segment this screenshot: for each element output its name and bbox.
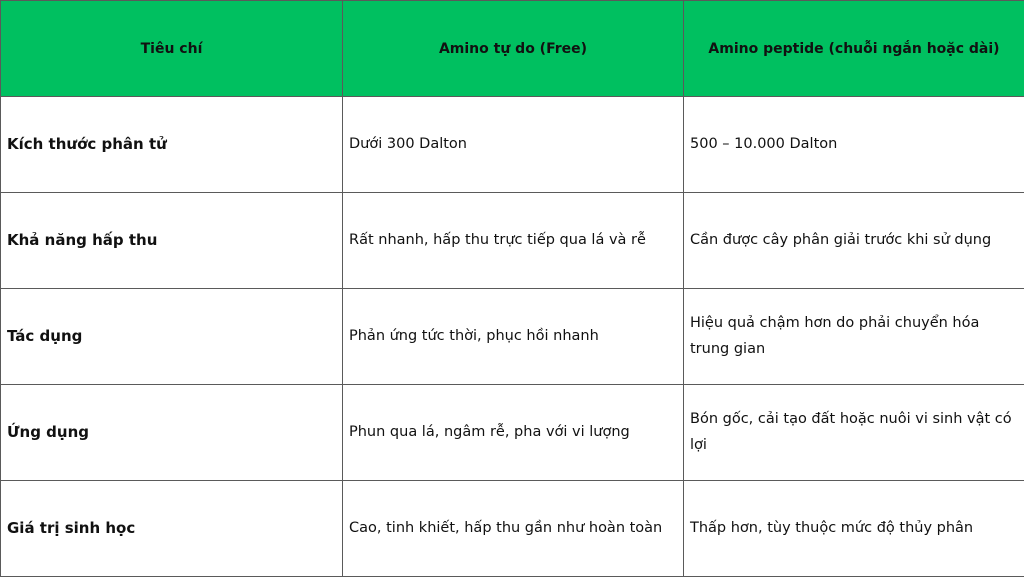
criterion-cell: Ứng dụng — [1, 385, 343, 481]
amino-peptide-cell: Bón gốc, cải tạo đất hoặc nuôi vi sinh vật có lợi — [684, 385, 1024, 481]
criterion-cell: Kích thước phân tử — [1, 97, 343, 193]
header-row — [1, 1, 1024, 97]
amino-peptide-cell: 500 – 10.000 Dalton — [684, 97, 1024, 193]
table-header — [1, 1, 1024, 97]
criterion-cell: Giá trị sinh học — [1, 481, 343, 577]
free-amino-cell: Cao, tinh khiết, hấp thu gần như hoàn toàn — [343, 481, 684, 577]
table-row — [1, 193, 1024, 289]
header-amino-peptide: Amino peptide (chuỗi ngắn hoặc dài) — [684, 1, 1024, 97]
table-row — [1, 97, 1024, 193]
free-amino-cell: Dưới 300 Dalton — [343, 97, 684, 193]
table-row — [1, 289, 1024, 385]
amino-peptide-cell: Thấp hơn, tùy thuộc mức độ thủy phân — [684, 481, 1024, 577]
header-free-amino: Amino tự do (Free) — [343, 1, 684, 97]
criterion-cell: Khả năng hấp thu — [1, 193, 343, 289]
criterion-cell: Tác dụng — [1, 289, 343, 385]
free-amino-cell: Phản ứng tức thời, phục hồi nhanh — [343, 289, 684, 385]
table-body — [1, 97, 1024, 577]
header-criterion: Tiêu chí — [1, 1, 343, 97]
amino-peptide-cell: Hiệu quả chậm hơn do phải chuyển hóa trung gian — [684, 289, 1024, 385]
table-row — [1, 385, 1024, 481]
table-row — [1, 481, 1024, 577]
amino-peptide-cell: Cần được cây phân giải trước khi sử dụng — [684, 193, 1024, 289]
free-amino-cell: Rất nhanh, hấp thu trực tiếp qua lá và rễ — [343, 193, 684, 289]
free-amino-cell: Phun qua lá, ngâm rễ, pha với vi lượng — [343, 385, 684, 481]
